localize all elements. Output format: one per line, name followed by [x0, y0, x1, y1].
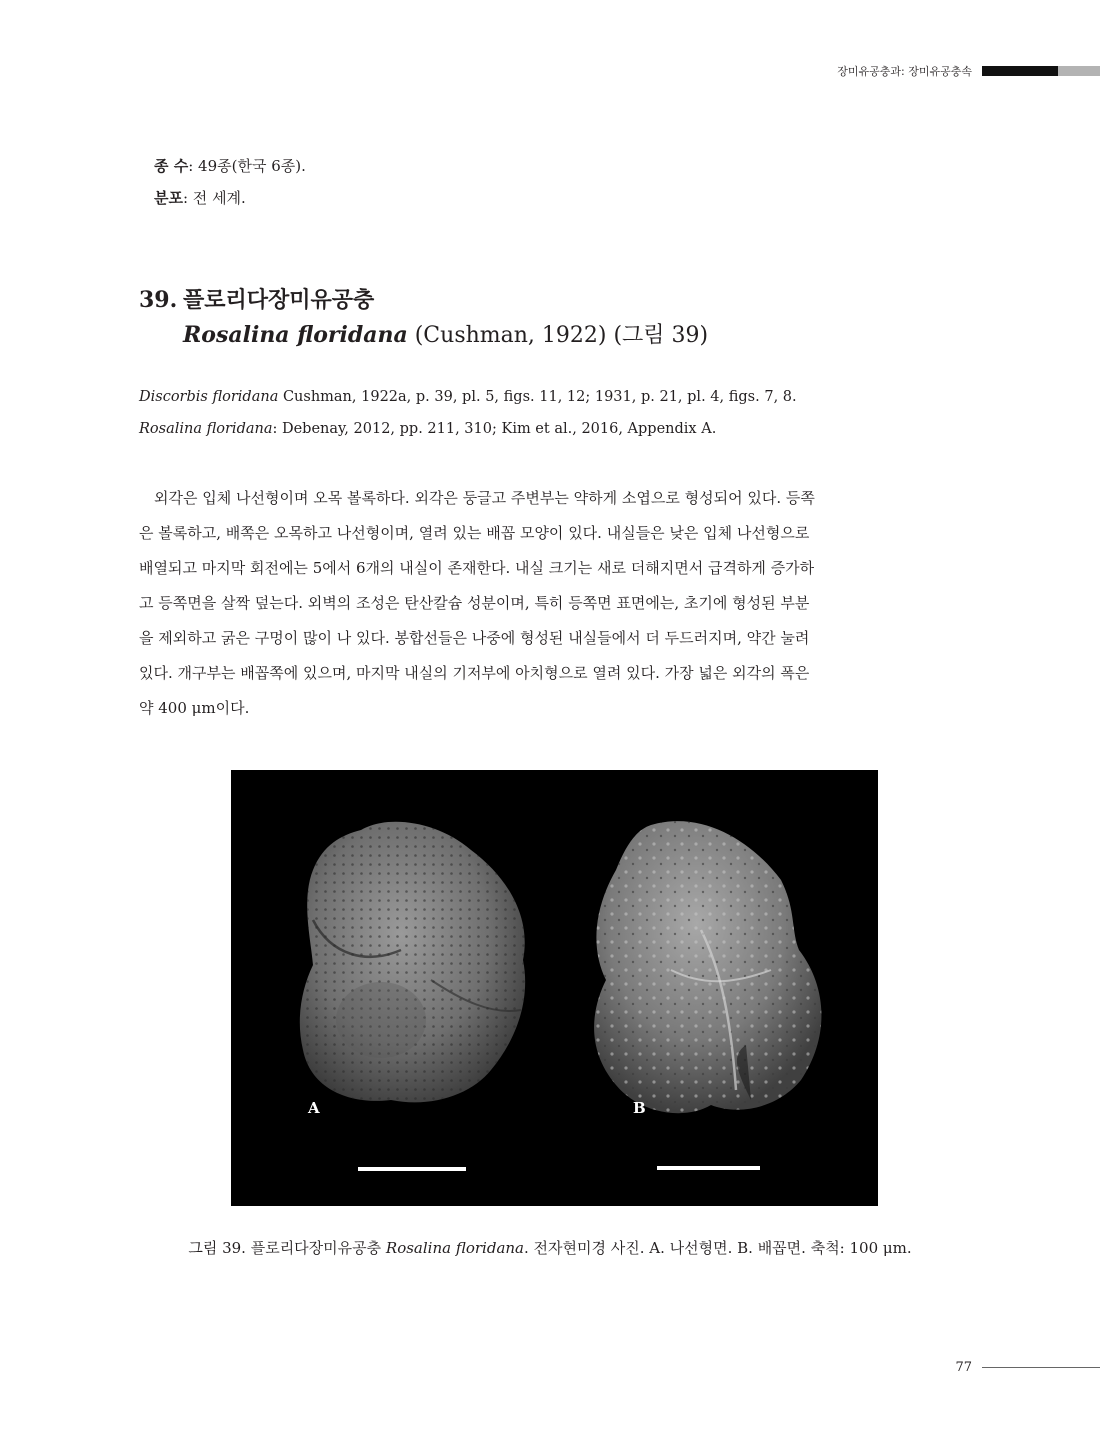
sem-figure-image	[231, 770, 878, 1206]
synonym-name: Rosalina floridana	[139, 421, 273, 437]
species-title-line	[139, 283, 708, 314]
footer-rule	[982, 1367, 1100, 1368]
description-line: 약 400 μm이다.	[139, 699, 250, 717]
caption-scientific-name: Rosalina floridana	[385, 1239, 524, 1257]
description-line: 외각은 입체 나선형이며 오목 볼록하다. 외각은 둥글고 주변부는 약하게 소엽으로 형성되어 있다. 등쪽	[154, 489, 815, 507]
species-scientific-name: Rosalina floridana	[183, 322, 408, 348]
species-heading	[139, 283, 708, 349]
distribution-value: : 전 세계.	[182, 189, 246, 207]
species-authority: (Cushman, 1922) (그림 39)	[407, 323, 709, 348]
distribution-label: 분포	[154, 189, 183, 207]
sem-figure	[231, 770, 878, 1206]
synonym-citation: Cushman, 1922a, p. 39, pl. 5, figs. 11, 12; 1931, p. 21, pl. 4, figs. 7, 8.	[278, 389, 797, 405]
description-line: 배열되고 마지막 회전에는 5에서 6개의 내실이 존재한다. 내실 크기는 새로 더해지면서 급격하게 증가하	[139, 559, 815, 577]
figure-caption	[0, 1237, 1100, 1258]
running-head-bar-dark	[982, 66, 1058, 76]
description-line: 고 등쪽면을 살짝 덮는다. 외벽의 조성은 탄산칼슘 성분이며, 특히 등쪽면 표면에는, 초기에 형성된 부분	[139, 594, 810, 612]
specimen-b-image	[594, 821, 821, 1113]
synonymy-entry	[139, 413, 797, 445]
description-paragraph	[139, 481, 989, 726]
genus-meta	[154, 150, 306, 214]
running-head-text: 장미유공충과: 장미유공충속	[837, 65, 972, 78]
figure-label-a: A	[308, 1099, 320, 1117]
caption-prefix: 그림 39. 플로리다장미유공충	[188, 1239, 386, 1257]
running-head-bar-grey	[1058, 66, 1100, 76]
description-line: 을 제외하고 굵은 구멍이 많이 나 있다. 봉합선들은 나중에 형성된 내실들에서 더 두드러지며, 약간 눌려	[139, 629, 810, 647]
scale-bar-a	[358, 1167, 466, 1171]
specimen-a-image	[300, 822, 525, 1103]
species-scientific-line	[183, 318, 708, 349]
scale-bar-b	[657, 1166, 760, 1170]
synonymy-entry	[139, 381, 797, 413]
synonym-citation: : Debenay, 2012, pp. 211, 310; Kim et al., 2016, Appendix A.	[272, 421, 717, 437]
synonym-name: Discorbis floridana	[139, 389, 279, 405]
species-count-label: 종 수	[154, 157, 189, 175]
synonymy-list	[139, 381, 797, 445]
species-count-value: : 49종(한국 6종).	[188, 157, 306, 175]
page-number: 77	[955, 1360, 972, 1375]
caption-suffix: . 전자현미경 사진. A. 나선형면. B. 배꼽면. 축척: 100 μm.	[524, 1239, 912, 1257]
species-korean-name: 플로리다장미유공충	[183, 287, 375, 313]
running-head	[837, 64, 1100, 78]
figure-label-b: B	[633, 1099, 646, 1117]
species-count-line	[154, 150, 306, 182]
description-line: 은 볼록하고, 배쪽은 오목하고 나선형이며, 열려 있는 배꼽 모양이 있다. 내실들은 낮은 입체 나선형으로	[139, 524, 810, 542]
distribution-line	[154, 182, 306, 214]
page-footer	[955, 1360, 1100, 1375]
species-number: 39.	[139, 287, 178, 313]
description-line: 있다. 개구부는 배꼽쪽에 있으며, 마지막 내실의 기저부에 아치형으로 열려 있다. 가장 넓은 외각의 폭은	[139, 664, 810, 682]
